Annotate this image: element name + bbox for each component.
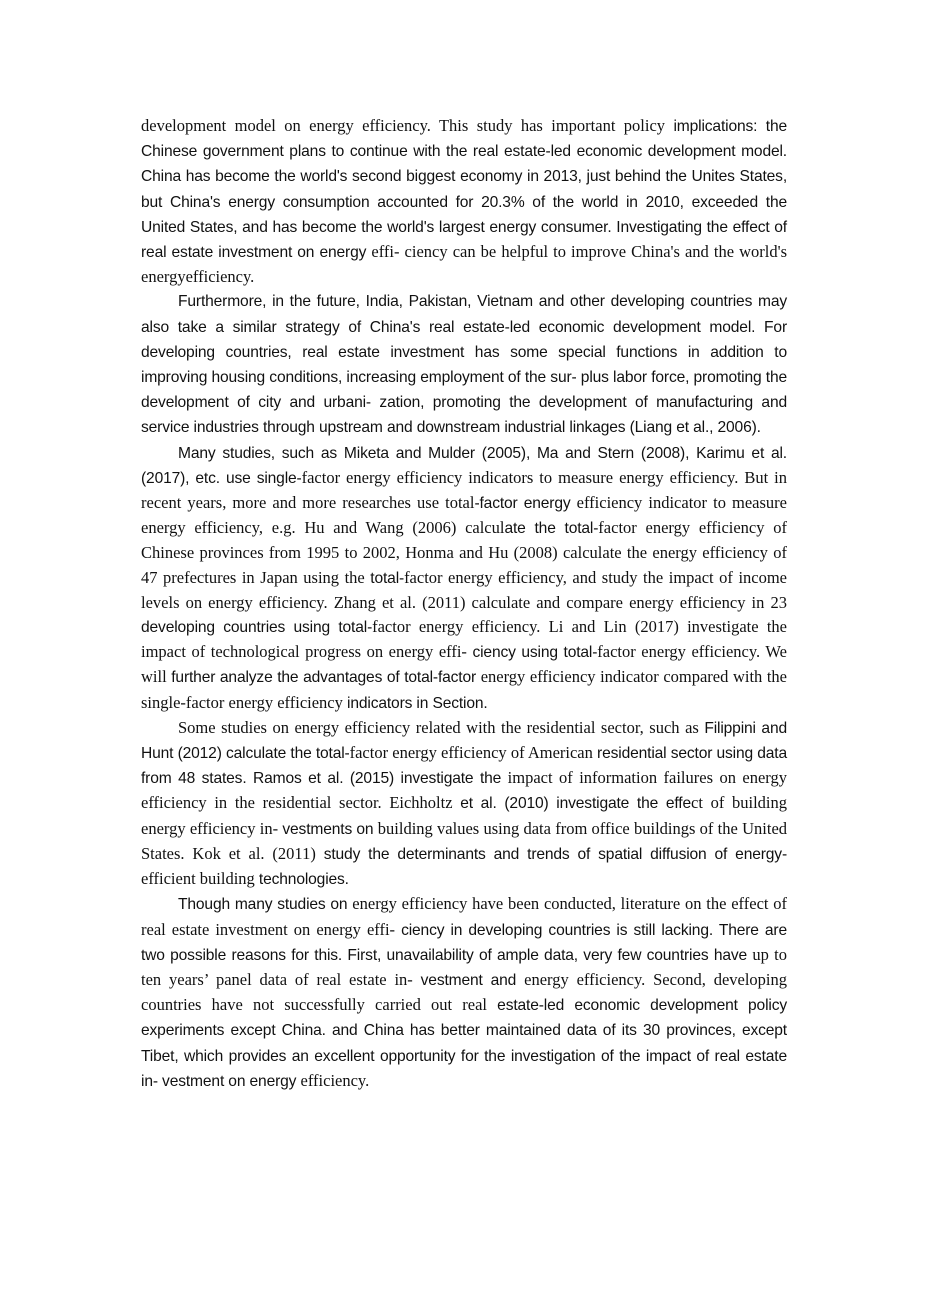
text-run: Some studies on energy efficiency related with the residential sector, such as [178, 717, 705, 737]
text-run: ct of building energy efficiency in- [141, 793, 787, 838]
text-run: Furthermore, in the future, India, Pakistan, Vietnam and other developing countries may also take a similar strategy of China's real estate-led economic development model. For developing countries, real estate investment has some special functions in addition to improving housing conditions, increasing employment of the sur- plus labor force, promoting the development of city and urbani- zation, promoting the development of manufacturing and service industries through upstream and downstream industrial linkages (Liang et al., 2006). [141, 293, 787, 437]
text-run: et al. (2010) investigate the effe [460, 795, 691, 813]
text-run: factor energy efficiency of American [349, 743, 598, 763]
text-run: development model on energy efficiency. This study has important policy [141, 116, 674, 135]
text-run: residential sector using data from 48 states. Ramos et al. (2015) investigate the [141, 745, 787, 788]
text-run: building values using data from office buildings of the United States. Kok et al. (2011) [141, 818, 788, 863]
text-run: implications: the Chinese government plans to continue with the real estate-led economic development model. China has become the world's second biggest economy in 2013, just behind the Unites States, but China's energy consumption accounted for 20.3% of the world in 2010, exceeded the United States, and has become the world's largest energy consumer. Investigating the effect of real estate investment on energy [141, 118, 788, 262]
text-run: efficiency indicator to measure energy efficiency, e.g. Hu and Wang (2006) calcul [141, 493, 787, 538]
text-run: ciency in developing countries is still lacking. There are two possible reasons for this. First, unavailability of ample data, very few countries have [141, 921, 787, 964]
text-run: effi- ciency can be helpful to improve China's and the world's energyefficiency. [141, 242, 788, 287]
text-run: efficiency. [300, 1070, 370, 1090]
text-run: estate-led economic development policy experiments except China. and China has better maintained data of its 30 provinces, except Tibet, which provides an excellent opportunity for the investigation of the impact of real estate in- vestment on energy [141, 997, 787, 1090]
text-run: further analyze the advantages of total-factor [171, 669, 481, 687]
text-run: factor energy efficiency, and study the impact of income levels on energy efficiency. Zhang et al. (2011) calculate and compare energy efficiency in 23 [141, 567, 788, 612]
text-run: impact of information failures on energy efficiency in the residential sector. Eichholtz [141, 768, 787, 813]
text-run: factor energy efficiency indicators to measure energy efficiency. But in recent years, more and more researches use total [141, 467, 787, 513]
text-run: energy efficiency indicator compared with the single-factor energy efficiency [141, 667, 788, 712]
paragraph-continuation [141, 114, 787, 289]
text-run: indicators in Section. [347, 694, 488, 712]
paragraph-residential-sector [141, 716, 787, 892]
document-page [141, 114, 787, 1094]
text-run: study the determinants and trends of spatial diffusion of energy- [323, 845, 787, 863]
text-run: Many studies, such as Miketa and Mulder (2005), Ma and Stern (2008), Karimu et al. (2017), etc. use single- [141, 444, 787, 487]
paragraph-literature-gap [141, 892, 787, 1094]
text-run: energy efficiency have been conducted, literature on the effect of real estate investment on energy effi- [141, 894, 788, 939]
text-run: factor energy efficiency of Chinese provinces from 1995 to 2002, Honma and Hu (2008) calculate the energy efficiency of 47 prefectures in Japan using the [141, 518, 787, 587]
text-run: up to ten years’ panel data of real estate in- [141, 944, 787, 989]
text-run: developing countries using total- [141, 619, 373, 637]
text-run: energy efficiency. Second, developing countries have not successfully carried out real [141, 969, 788, 1015]
text-run: technologies. [258, 871, 349, 889]
text-run: -factor energy [474, 495, 577, 513]
paragraph-developing-countries [141, 289, 787, 440]
text-run: ciency using total- [472, 644, 598, 662]
text-run: efficient building [141, 869, 259, 889]
text-run: Though many studies on [178, 896, 353, 914]
text-run: total- [370, 569, 405, 587]
text-run: factor energy efficiency. Li and Lin (2017) investigate the impact of technological progress on energy effi- [141, 617, 787, 662]
paragraph-total-factor-studies [141, 441, 787, 716]
text-run: factor energy efficiency. We will [141, 642, 787, 687]
text-run: vestments on [282, 820, 378, 838]
text-run: ate the total- [504, 520, 599, 538]
text-run: Filippini and Hunt (2012) calculate the total- [141, 719, 788, 763]
text-run: vestment and [420, 971, 525, 989]
